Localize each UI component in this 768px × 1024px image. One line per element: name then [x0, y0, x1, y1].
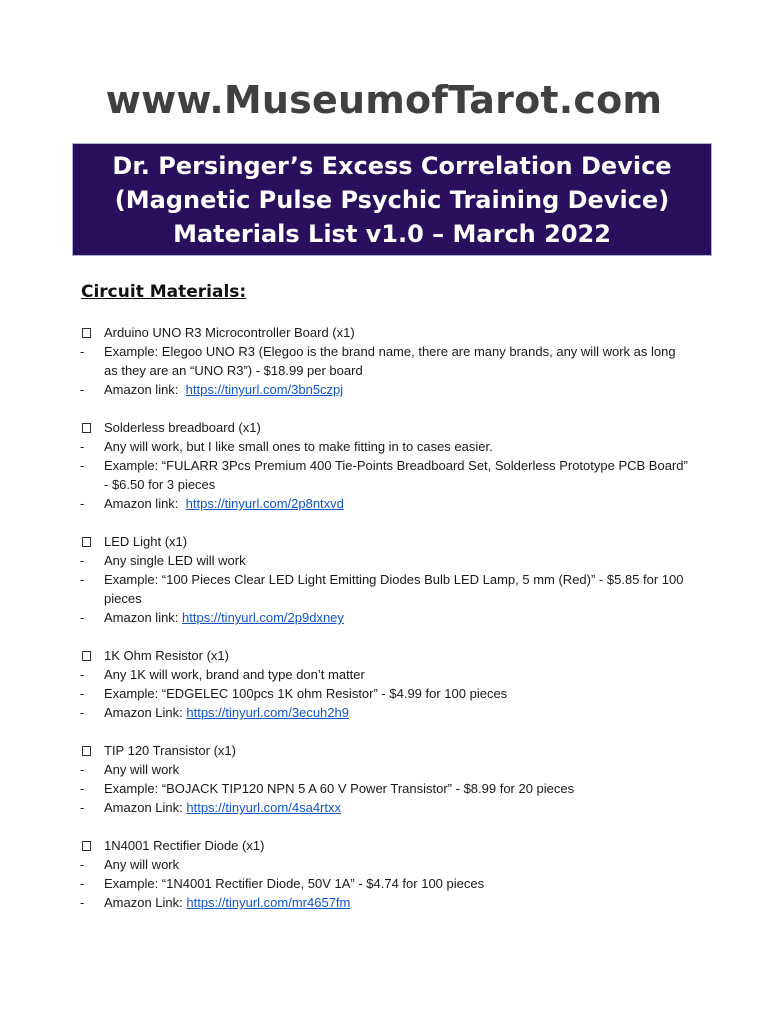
bullet [80, 855, 690, 874]
bullet-text [104, 494, 690, 513]
item-header [80, 418, 690, 437]
list-item [80, 323, 690, 399]
link-label: Amazon Link: [104, 800, 187, 815]
bullet [80, 779, 690, 798]
checkbox[interactable] [82, 841, 91, 851]
item-header [80, 323, 690, 342]
bullet [80, 380, 690, 399]
bullet-text [104, 380, 690, 399]
bullet-text: Any 1K will work, brand and type don’t matter [104, 667, 365, 682]
dash-marker: - [80, 876, 85, 891]
amazon-link[interactable]: https://tinyurl.com/4sa4rtxx [186, 800, 341, 815]
item-header [80, 836, 690, 855]
materials-list [80, 323, 690, 931]
link-label: Amazon Link: [104, 895, 187, 910]
link-label: Amazon link: [104, 610, 183, 625]
dash-marker: - [80, 458, 85, 473]
amazon-link[interactable]: https://tinyurl.com/mr4657fm [186, 895, 351, 910]
dash-marker: - [80, 762, 85, 777]
bullet-text: Example: “BOJACK TIP120 NPN 5 A 60 V Power Transistor” - $8.99 for 20 pieces [104, 781, 575, 796]
bullet [80, 665, 690, 684]
item-header [80, 741, 690, 760]
dash-marker: - [80, 439, 85, 454]
bullet [80, 437, 690, 456]
dash-marker: - [80, 800, 85, 815]
amazon-link[interactable]: https://tinyurl.com/3ecuh2h9 [186, 705, 349, 720]
bullet-text: Example: “1N4001 Rectifier Diode, 50V 1A” - $4.74 for 100 pieces [104, 876, 485, 891]
checkbox[interactable] [82, 746, 91, 756]
bullet-text: Example: “EDGELEC 100pcs 1K ohm Resistor” - $4.99 for 100 pieces [104, 686, 508, 701]
item-header [80, 646, 690, 665]
bullet-text [104, 703, 690, 722]
bullet [80, 684, 690, 703]
title-line-1: Dr. Persinger’s Excess Correlation Device [112, 151, 672, 180]
bullet-text: Any single LED will work [104, 553, 246, 568]
list-item [80, 532, 690, 627]
checkbox[interactable] [82, 423, 91, 433]
bullet-text [104, 893, 690, 912]
dash-marker: - [80, 705, 85, 720]
dash-marker: - [80, 553, 85, 568]
amazon-link[interactable]: https://tinyurl.com/2p9dxney [182, 610, 344, 625]
bullet-text: Example: Elegoo UNO R3 (Elegoo is the brand name, there are many brands, any will work as long as they are an “UNO R3”) - $18.99 per board [104, 344, 676, 378]
bullet [80, 893, 690, 912]
site-header: www.MuseumofTarot.com [105, 78, 663, 122]
bullet [80, 798, 690, 817]
dash-marker: - [80, 781, 85, 796]
section-heading: Circuit Materials: [81, 282, 247, 302]
link-label: Amazon Link: [104, 705, 187, 720]
amazon-link[interactable]: https://tinyurl.com/2p8ntxvd [185, 496, 344, 511]
bullet [80, 456, 690, 494]
bullet-text: Example: “FULARR 3Pcs Premium 400 Tie-Points Breadboard Set, Solderless Prototype PCB Board” - $6.50 for 3 pieces [104, 458, 688, 492]
bullet [80, 551, 690, 570]
item-title: 1N4001 Rectifier Diode (x1) [104, 838, 265, 853]
bullet-text: Example: “100 Pieces Clear LED Light Emitting Diodes Bulb LED Lamp, 5 mm (Red)” - $5.85 for 100 pieces [104, 572, 684, 606]
title-banner [72, 143, 712, 256]
bullet-text: Any will work [104, 857, 180, 872]
dash-marker: - [80, 610, 85, 625]
bullet [80, 342, 690, 380]
bullet [80, 570, 690, 608]
checkbox[interactable] [82, 537, 91, 547]
checkbox[interactable] [82, 328, 91, 338]
list-item [80, 741, 690, 817]
bullet [80, 703, 690, 722]
amazon-link[interactable]: https://tinyurl.com/3bn5czpj [185, 382, 344, 397]
bullet-text: Any will work [104, 762, 180, 777]
bullet [80, 494, 690, 513]
bullet [80, 608, 690, 627]
bullet-text: Any will work, but I like small ones to make fitting in to cases easier. [104, 439, 493, 454]
dash-marker: - [80, 382, 85, 397]
item-title: TIP 120 Transistor (x1) [104, 743, 236, 758]
dash-marker: - [80, 344, 85, 359]
dash-marker: - [80, 857, 85, 872]
bullet-text [104, 608, 690, 627]
dash-marker: - [80, 895, 85, 910]
dash-marker: - [80, 572, 85, 587]
item-title: Solderless breadboard (x1) [104, 420, 261, 435]
title-line-3: Materials List v1.0 – March 2022 [173, 219, 611, 248]
checkbox[interactable] [82, 651, 91, 661]
bullet-text [104, 798, 690, 817]
title-line-2: (Magnetic Pulse Psychic Training Device) [114, 185, 670, 214]
list-item [80, 418, 690, 513]
dash-marker: - [80, 496, 85, 511]
dash-marker: - [80, 667, 85, 682]
list-item [80, 646, 690, 722]
item-title: 1K Ohm Resistor (x1) [104, 648, 229, 663]
link-label: Amazon link: [104, 496, 186, 511]
item-title: LED Light (x1) [104, 534, 188, 549]
item-header [80, 532, 690, 551]
bullet [80, 760, 690, 779]
item-title: Arduino UNO R3 Microcontroller Board (x1) [104, 325, 355, 340]
list-item [80, 836, 690, 912]
dash-marker: - [80, 686, 85, 701]
bullet [80, 874, 690, 893]
link-label: Amazon link: [104, 382, 186, 397]
